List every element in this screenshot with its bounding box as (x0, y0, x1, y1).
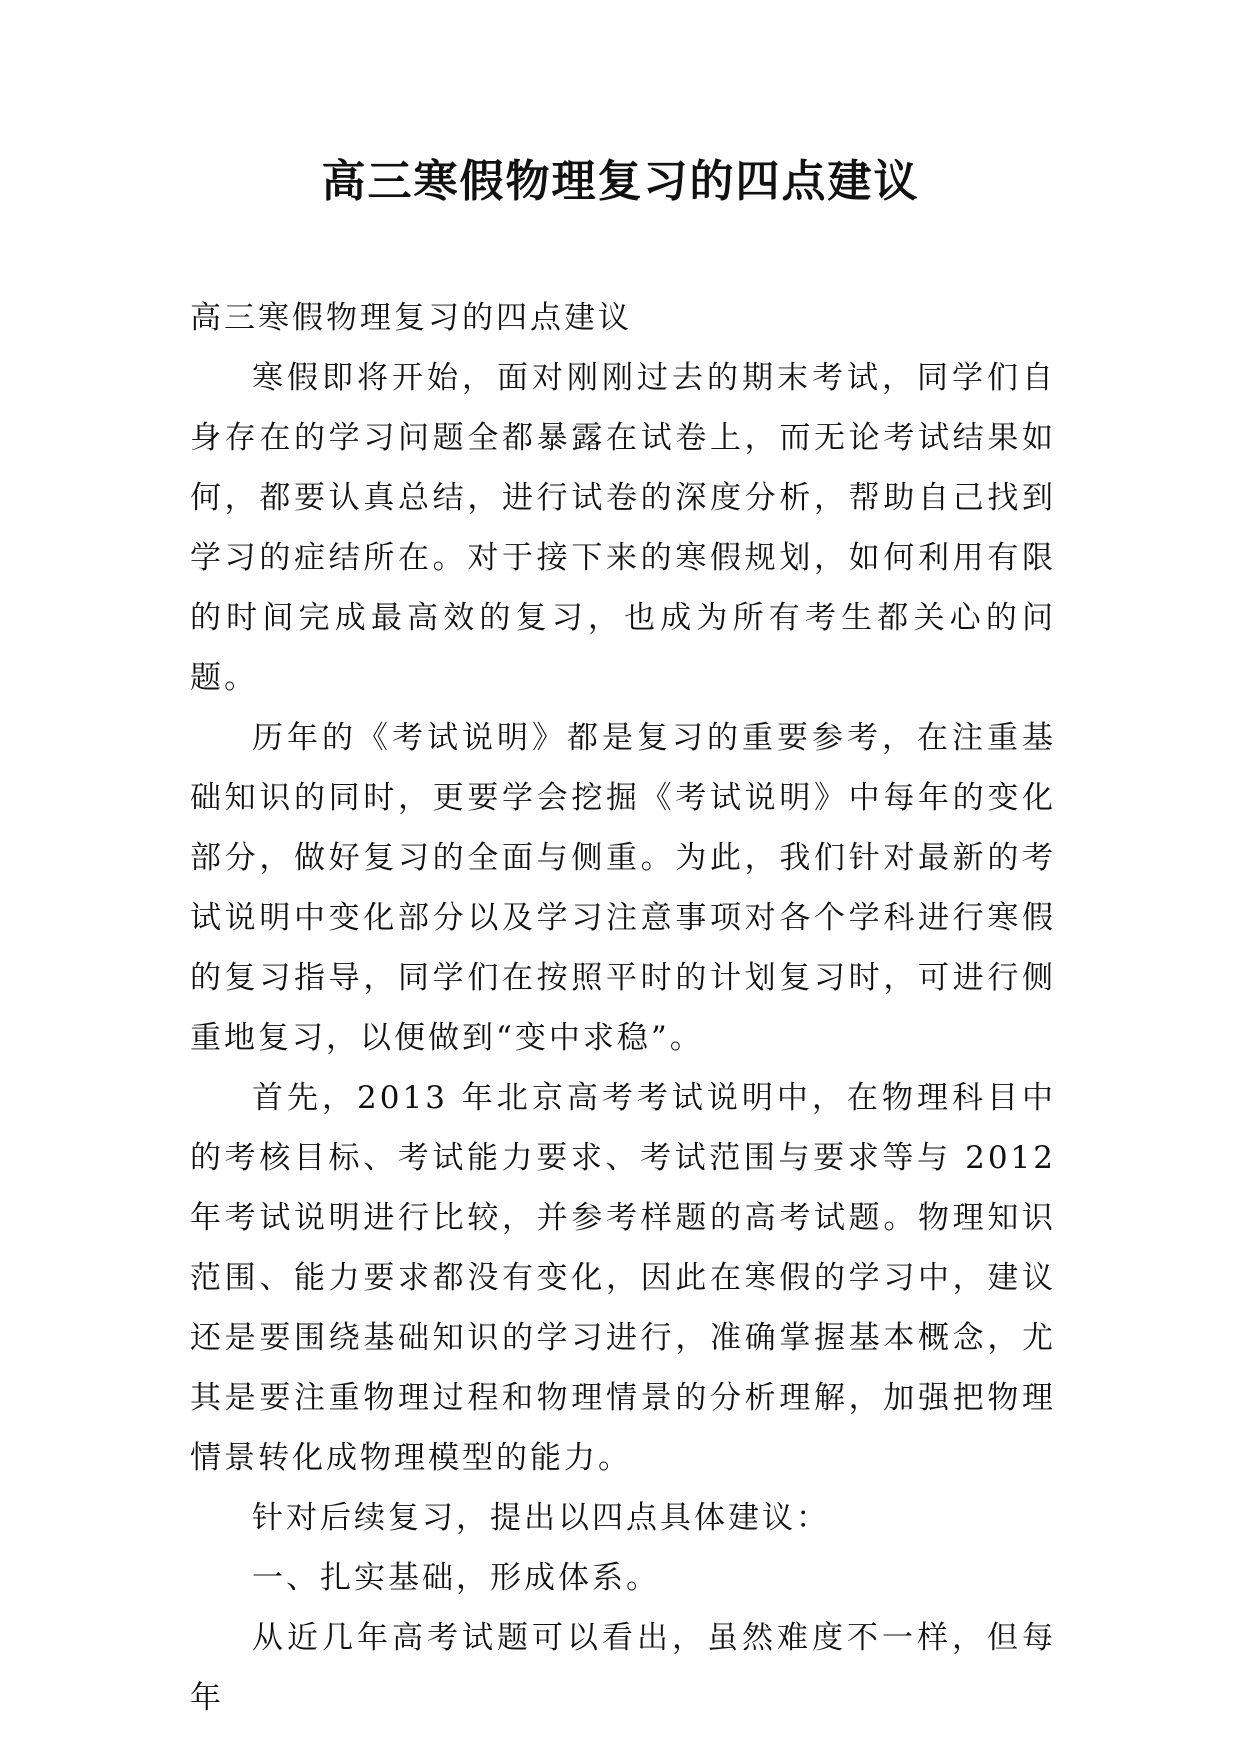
body-paragraph: 针对后续复习，提出以四点具体建议： (252, 1500, 830, 1536)
body-paragraph: 从近几年高考试题可以看出，虽然难度不一样，但每年 (190, 1620, 1056, 1716)
section-heading: 一、扎实基础，形成体系。 (252, 1560, 660, 1596)
body-paragraph: 首先，2013 年北京高考考试说明中，在物理科目中的考核目标、考试能力要求、考试范围与要求等与 2012 年考试说明进行比较，并参考样题的高考试题。物理知识范围、能力要求都没有变化，因此在寒假的学习中，建议还是要围绕基础知识的学习进行，准确掌握基本概念，尤其是要注重物理过程和物理情景的分析理解，加强把物理情景转化成物理模型的能力。 (190, 1080, 1056, 1476)
document-body (190, 288, 1056, 1728)
body-paragraph: 历年的《考试说明》都是复习的重要参考，在注重基础知识的同时，更要学会挖掘《考试说明》中每年的变化部分，做好复习的全面与侧重。为此，我们针对最新的考试说明中变化部分以及学习注意事项对各个学科进行寒假的复习指导，同学们在按照平时的计划复习时，可进行侧重地复习，以便做到“变中求稳”。 (190, 720, 1056, 1056)
subtitle-paragraph: 高三寒假物理复习的四点建议 (190, 300, 632, 336)
document-title: 高三寒假物理复习的四点建议 (321, 156, 920, 207)
body-paragraph: 寒假即将开始，面对刚刚过去的期末考试，同学们自身存在的学习问题全都暴露在试卷上，而无论考试结果如何，都要认真总结，进行试卷的深度分析，帮助自己找到学习的症结所在。对于接下来的寒假规划，如何利用有限的时间完成最高效的复习，也成为所有考生都关心的问题。 (190, 360, 1056, 696)
